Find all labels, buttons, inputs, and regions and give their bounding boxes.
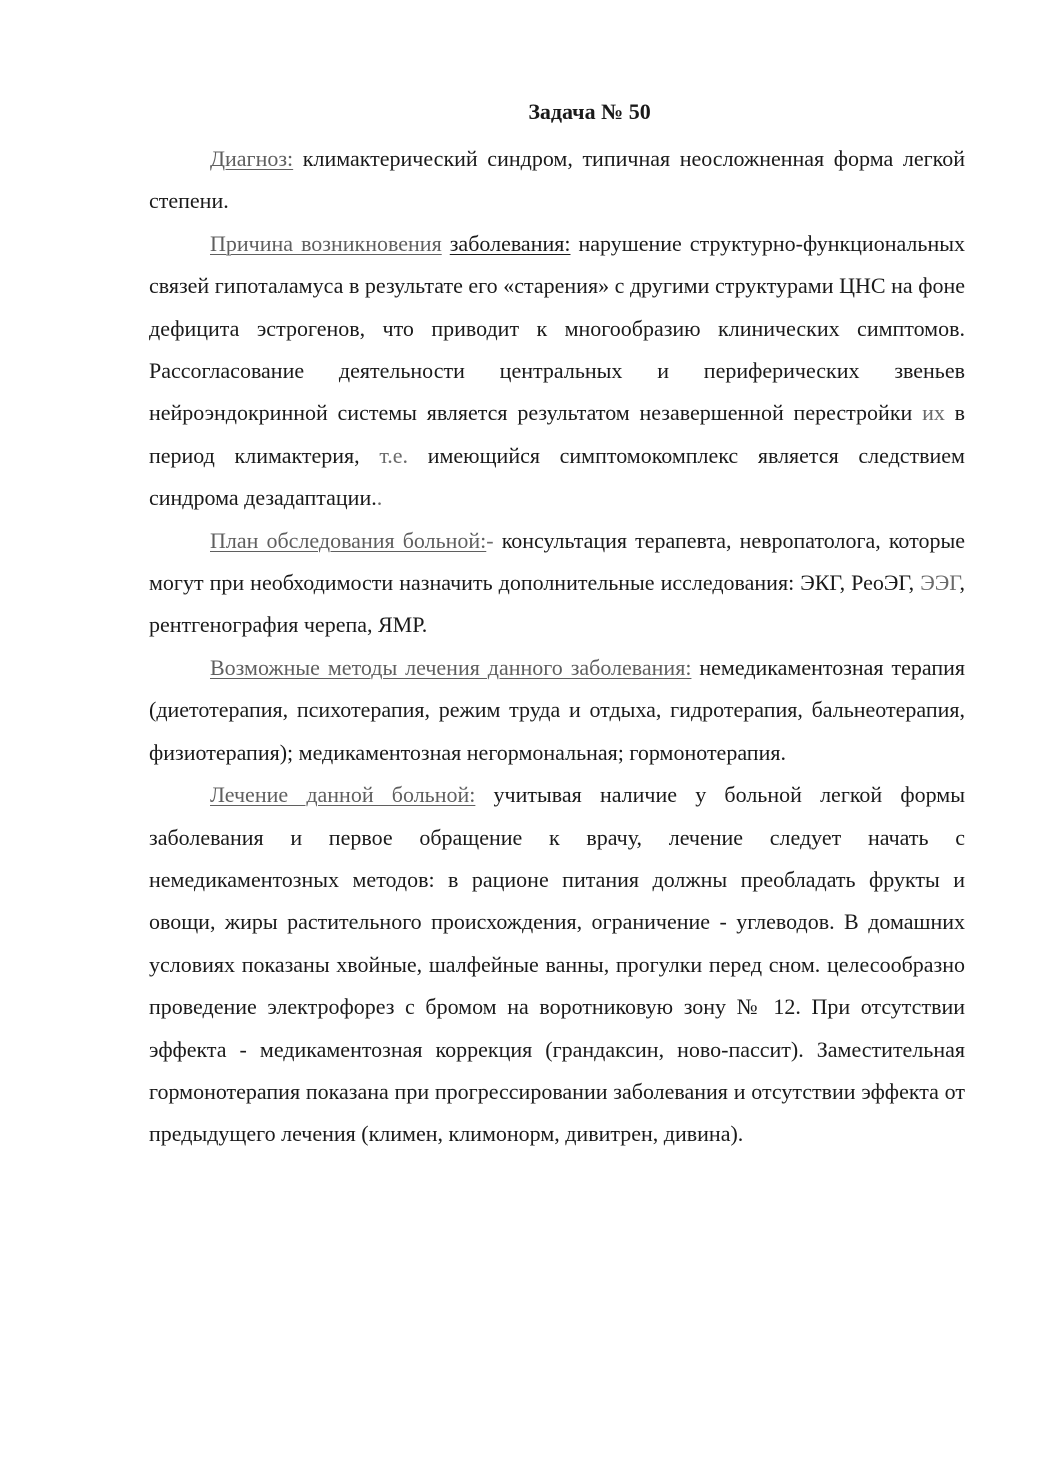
cause-text-3: имеющийся симптомокомплекс является следствием синдрома дезадаптации. <box>149 442 965 511</box>
document-body <box>149 138 965 1156</box>
diagnosis-text: климактерический синдром, типичная неосложненная форма легкой степени. <box>149 146 965 214</box>
methods-text: немедикаментозная терапия (диетотерапия, психотерапия, режим труда и отдыха, гидротерапия, бальнеотерапия, физиотерапия); медикаментозная негормональная; гормонотерапия. <box>149 654 965 765</box>
treatment-text: учитывая наличие у больной легкой формы заболевания и первое обращение к врачу, лечение следует начать с немедикаментозных методов: в рационе питания должны преобладать фрукты и овощи, жиры растительного происхождения, ограничение - углеводов. В домашних условиях показаны хвойные, шалфейные ванны, прогулки перед сном. целесообразно проведение электрофорез с бромом на воротниковую зону № 12. При отсутствии эффекта - медикаментозная коррекция (грандаксин, ново-пассит). Заместительная гормонотерапия показана при прогрессировании заболевания и отсутствии эффекта от предыдущего лечения (климен, климонорм, дивитрен, дивина). <box>149 782 965 1147</box>
cause-grey-2: т.е. <box>379 442 409 468</box>
plan-text-2: , рентгенография черепа, ЯМР. <box>149 570 965 638</box>
cause-paragraph <box>149 223 965 520</box>
plan-text-1: консультация терапевта, невропатолога, которые могут при необходимости назначить дополнительные исследования: ЭКГ, РеоЭГ, <box>149 527 965 596</box>
plan-dash: - <box>486 527 494 553</box>
diagnosis-paragraph <box>149 138 965 223</box>
cause-text-1: нарушение структурно-функциональных связей гипоталамуса в результате его «старения» с другими структурами ЦНС на фоне дефицита эстрогенов, что приводит к многообразию клинических симптомов. Рассогласование деятельности центральных и периферических звеньев нейроэндокринной системы является результатом незавершенной перестройки <box>149 230 965 426</box>
cause-label-disease: заболевания: <box>449 230 571 256</box>
treatment-paragraph <box>149 774 965 1156</box>
plan-label: План обследования больной: <box>210 527 487 553</box>
cause-text-2: в период климактерия, <box>149 400 966 468</box>
task-title: Задача № 50 <box>528 99 651 124</box>
cause-grey-3: . <box>376 485 383 511</box>
methods-paragraph <box>149 647 965 774</box>
plan-paragraph <box>149 520 965 647</box>
plan-grey-eeg: ЭЭГ <box>920 570 960 596</box>
methods-label: Возможные методы лечения данного заболевания: <box>210 654 692 680</box>
cause-label: Причина возникновения <box>210 230 442 256</box>
diagnosis-label: Диагноз: <box>210 146 294 171</box>
treatment-label: Лечение данной больной: <box>210 782 476 808</box>
cause-grey-1: их <box>922 400 945 426</box>
